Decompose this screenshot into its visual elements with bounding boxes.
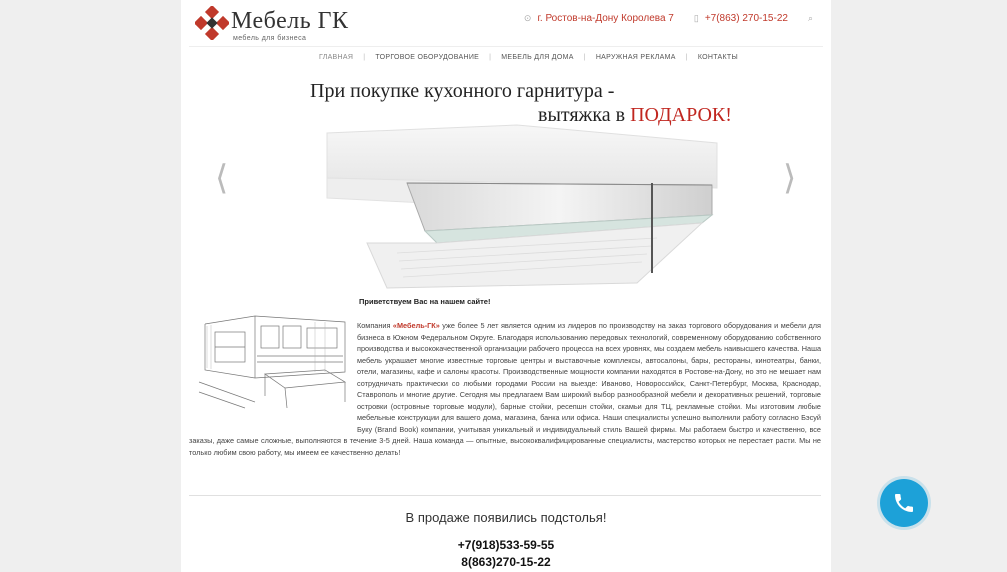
nav-item-trade-equipment[interactable]: ТОРГОВОЕ ОБОРУДОВАНИЕ [375, 54, 480, 61]
header-divider [189, 46, 823, 47]
main-nav [309, 54, 748, 61]
content-divider [189, 495, 821, 496]
nav-item-contacts[interactable]: КОНТАКТЫ [697, 54, 738, 61]
welcome-heading: Приветствуем Вас на нашем сайте! [359, 297, 491, 306]
page-container [181, 0, 831, 572]
logo[interactable] [195, 6, 355, 42]
para-start: Компания [357, 321, 393, 330]
slide-line2-prefix: вытяжка в [538, 104, 626, 126]
logo-tagline: мебель для бизнеса [233, 35, 307, 42]
nav-item-home-furniture[interactable]: МЕБЕЛЬ ДЛЯ ДОМА [501, 54, 574, 61]
search-icon[interactable]: ⌕ [807, 13, 813, 23]
slide-title-line1: При покупке кухонного гарнитура - [310, 80, 615, 102]
nav-divider: | [583, 54, 586, 61]
nav-divider: | [489, 54, 492, 61]
nav-item-home[interactable]: ГЛАВНАЯ [319, 54, 354, 61]
call-button[interactable] [880, 479, 928, 527]
kitchen-sketch-image [195, 312, 363, 410]
promo-slider [189, 68, 823, 293]
nav-divider: | [685, 54, 688, 61]
kitchen-hood-image [307, 123, 727, 293]
phone-icon: ▯ [693, 13, 699, 23]
promo-text: В продаже появились подстолья! [405, 510, 607, 525]
slide-gift-text: ПОДАРОК! [630, 104, 732, 126]
location-pin-icon: ⊙ [523, 13, 532, 23]
slider-next-arrow[interactable]: ⟩ [783, 158, 797, 198]
logo-mark-icon [195, 6, 229, 40]
footer-phone-1[interactable]: +7(918)533-59-55 [457, 538, 555, 552]
header-address: г. Ростов-на-Дону Королева 7 [537, 13, 674, 24]
header-phone[interactable]: +7(863) 270-15-22 [704, 13, 788, 24]
brand-name: «Мебель-ГК» [392, 321, 440, 330]
nav-item-outdoor-ads[interactable]: НАРУЖНАЯ РЕКЛАМА [595, 54, 676, 61]
slider-prev-arrow[interactable]: ⟨ [215, 158, 229, 198]
header-contacts [524, 13, 813, 24]
footer-phone-2[interactable]: 8(863)270-15-22 [461, 555, 551, 569]
phone-handset-icon [892, 491, 916, 515]
nav-divider: | [363, 54, 366, 61]
para-rest: уже более 5 лет является одним из лидеров по производству на заказ торгового оборудования и мебели для бизнеса в Южном Федеральном Округе. Благодаря использованию передовых технологий, современному оборудованию собственного производства и высококачественной организации рабочего процесса на всех уровнях, мы создаем мебель наивысшего качества. Наша мебель украшает многие известные торговые центры и выставочные комплексы, автосалоны, бары, рестораны, кинотеатры, банки, отели, магазины, кафе и салоны красоты. Производственные мощности компании находятся в Ростове-на-Дону, но это не мешает нам сотрудничать практически со любыми городами России на выезде: Иваново, Новороссийск, Санкт-Петербург, Москва, Краснодар, Ставрополь и многие другие. Сегодня мы предлагаем Вам широкий выбор разнообразной мебели и декоративных решений, торговые островки (островные торговые модули), барные стойки, ресепшн стойки, скамьи для ТЦ, рекламные стойки. Мы изготовим любые мебельные конструкции для вашего дома, магазина, банка или офиса. Наши специалисты успешно выполнили работу согласно Бэсуй Букy (Brand Book) компании, учитывая уникальный и индивидуальный стиль Вашей фирмы. Мы работаем быстро и качественно, все заказы, даже самые сложные, выполняются в течение 3-5 дней. Наша команда — опытные, высококвалифицированные специалисты, мастерство которых не перестает расти. Мы не только любим свою работу, мы имеем ее качественно делать! [189, 321, 821, 457]
logo-name: Мебель ГК [231, 8, 349, 34]
